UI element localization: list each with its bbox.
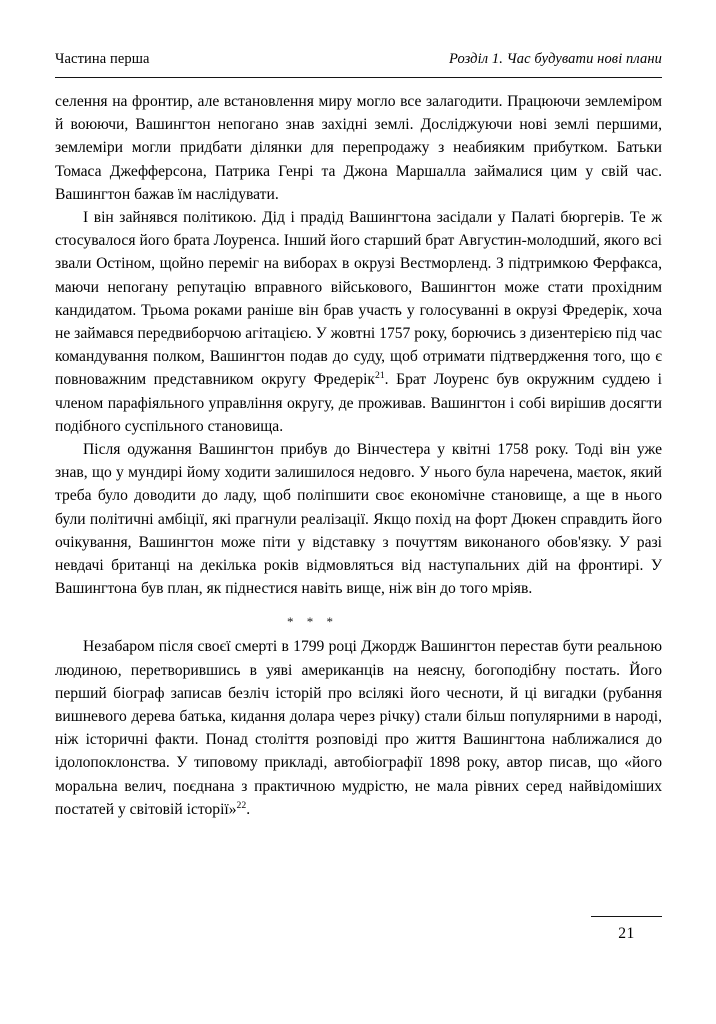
section-break-asterisks: * * * [287, 614, 338, 630]
paragraph-4-text-before-note: Незабаром після своєї смерті в 1799 році Джордж Вашингтон перестав бути реальною людиною, перетворившись в уяві американців на неясну, богоподібну постать. Його перший біограф записав безліч історій про всілякі його чесноти, й ці вигадки (рубання вишневого дерева батька, кидання долара через річку) стали більш популярними в народі, ніж історичні факти. Понад століття розповіді про життя Вашингтона наближалися до ідолопоклонства. У типовому прикладі, автобіографії 1898 року, автор писав, що «його моральна велич, поєднана з практичною мудрістю, не мала рівних серед найвідоміших постатей у світовій історії» [55, 638, 662, 818]
paragraph-3: Після одужання Вашингтон прибув до Вінчестера у квітні 1758 року. Тоді він уже знав, що у мундирі йому ходити залишилося недовго. У нього була наречена, маєток, який треба було доводити до ладу, щоб поліпшити своє економічне становище, а ще в нього були політичні амбіції, які прагнули реалізації. Якщо похід на форт Дюкен справдить його очікування, Вашингтон може піти у відставку з почуттям виконаного обов'язку. У разі невдачі британці на декілька років відмовляться від наступальних дій на фронтирі. У Вашингтона був план, як піднестися навіть вище, ніж він до того мріяв. [55, 441, 662, 598]
running-header-left: Частина перша [55, 51, 150, 67]
paragraph-4-text-after-note: . [246, 800, 251, 818]
page-footer [591, 916, 662, 944]
footnote-ref-21[interactable]: 21 [375, 370, 385, 382]
paragraph-2-text-before-note: І він зайнявся політикою. Дід і прадід Вашингтона засідали у Палаті бюргерів. Те ж стосувалося його брата Лоуренса. Інший його старший брат Августин-молодший, якого всі звали Остіном, щойно переміг на виборах в окрузі Вестморленд. З підтримкою Ферфакса, маючи непогану репутацію вправного військового, Вашингтон може стати прохідним кандидатом. Трьома роками раніше він брав участь у голосуванні в окрузі Фредерік, хоча не займався передвиборчою агітацією. У жовтні 1757 року, борючись з дизентерією під час командування полком, Вашингтон подав до суду, щоб отримати підтвердження того, що є повноважним представником округу Фредерік [55, 209, 662, 389]
section-break-ornament [55, 600, 662, 635]
paragraph-2-text-after-note: . Брат Лоуренс був окружним суддею і членом парафіяльного управління округу, де проживав. Вашингтон і собі вирішив досягти подібного суспільного становища. [55, 371, 662, 435]
body-text-column [55, 90, 662, 821]
footnote-ref-22[interactable]: 22 [236, 799, 247, 811]
running-header-right: Розділ 1. Час будувати нові плани [449, 51, 662, 67]
page-number: 21 [618, 925, 635, 942]
paragraph-1: селення на фронтир, але встановлення миру могло все залагодити. Працюючи землеміром й воюючи, Вашингтон непогано знав західні землі. Досліджуючи нові землі першими, землеміри могли придбати ділянки для перепродажу з неабияким прибутком. Батьки Томаса Джефферсона, Патрика Генрі та Джона Маршалла займалися цим у свій час. Вашингтон бажав їм наслідувати. [55, 93, 662, 203]
footer-rule [591, 916, 662, 917]
paragraph-4 [55, 635, 662, 821]
running-header-row [55, 50, 662, 68]
paragraph-2 [55, 206, 662, 438]
running-header [55, 50, 662, 78]
